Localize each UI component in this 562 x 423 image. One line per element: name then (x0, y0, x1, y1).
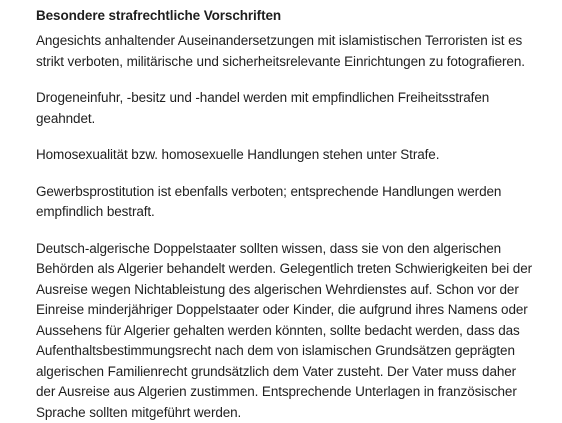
paragraph-dual-citizens: Deutsch-algerische Doppelstaater sollten wissen, dass sie von den algerischen Behörden als Algerier behandelt werden. Gelegentlich treten Schwierigkeiten bei der Ausreise wegen Nichtableistung des algerischen Wehrdienstes auf. Schon vor der Einreise minderjähriger Doppelstaater oder Kinder, die aufgrund ihres Namens oder Aussehens für Algerier gehalten werden könnten, sollte bedacht werden, dass das Aufenthaltsbestimmungsrecht nach dem von islamischen Grundsätzen geprägten algerischen Familienrecht grundsätzlich dem Vater zusteht. Der Vater muss daher der Ausreise aus Algerien zustimmen. Entsprechende Unterlagen in französischer Sprache sollten mitgeführt werden. (36, 239, 536, 423)
paragraph-prostitution: Gewerbsprostitution ist ebenfalls verboten; entsprechende Handlungen werden empfindlich bestraft. (36, 182, 536, 223)
paragraph-drugs: Drogeneinfuhr, -besitz und -handel werden mit empfindlichen Freiheitsstrafen geahndet. (36, 88, 536, 129)
section-heading: Besondere strafrechtliche Vorschriften (36, 6, 536, 26)
paragraph-photography-ban: Angesichts anhaltender Auseinandersetzungen mit islamistischen Terroristen ist es strikt verboten, militärische und sicherheitsrelevante Einrichtungen zu fotografieren. (36, 31, 536, 72)
paragraph-homosexuality: Homosexualität bzw. homosexuelle Handlungen stehen unter Strafe. (36, 145, 536, 166)
legal-provisions-section (36, 6, 536, 423)
